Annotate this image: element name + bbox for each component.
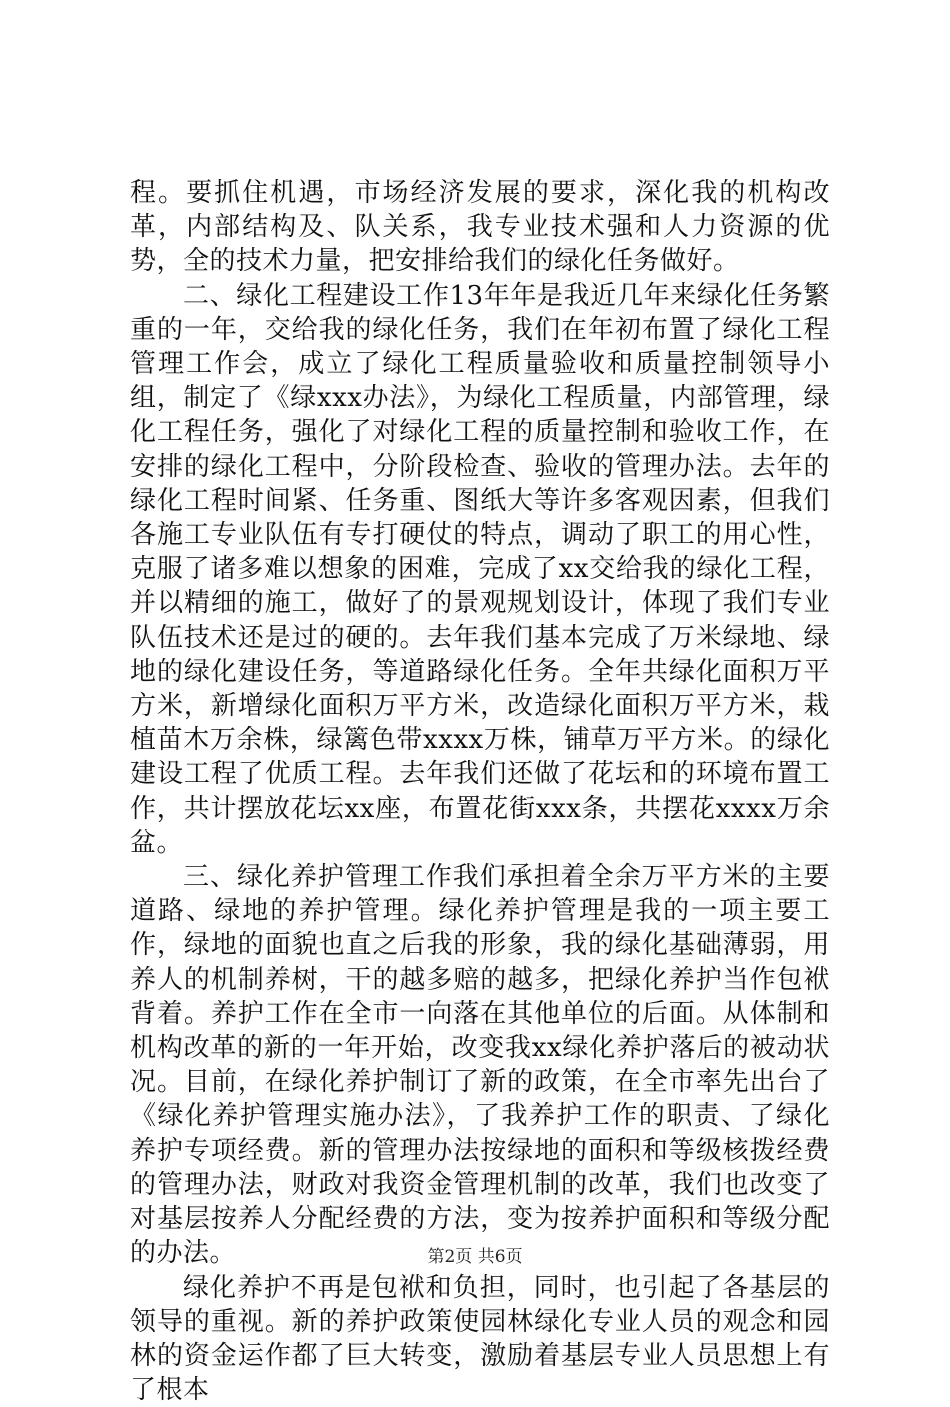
paragraph-section-3: 三、绿化养护管理工作我们承担着全余万平方米的主要道路、绿地的养护管理。绿化养护管理是我的一项主要工作，绿地的面貌也直之后我的形象，我的绿化基础薄弱，用养人的机制养树，干的越多赔的越多，把绿化养护当作包袱背着。养护工作在全市一向落在其他单位的后面。从体制和机构改革的新的一年开始，改变我xx绿化养护落后的被动状况。目前，在绿化养护制订了新的政策，在全市率先出台了《绿化养护管理实施办法》，了我养护工作的职责、了绿化养护专项经费。新的管理办法按绿地的面积和等级核拨经费的管理办法，财政对我资金管理机制的改革，我们也改变了对基层按养人分配经费的方法，变为按养护面积和等级分配的办法。 [130,860,830,1270]
paragraph-section-2: 二、绿化工程建设工作13年年是我近几年来绿化任务繁重的一年，交给我的绿化任务，我们在年初布置了绿化工程管理工作会，成立了绿化工程质量验收和质量控制领导小组，制定了《绿xxx办法》，为绿化工程质量，内部管理，绿化工程任务，强化了对绿化工程的质量控制和验收工作，在安排的绿化工程中，分阶段检查、验收的管理办法。去年的绿化工程时间紧、任务重、图纸大等许多客观因素，但我们各施工专业队伍有专打硬仗的特点，调动了职工的用心性，克服了诸多难以想象的困难，完成了xx交给我的绿化工程，并以精细的施工，做好了的景观规划设计，体现了我们专业队伍技术还是过的硬的。去年我们基本完成了万米绿地、绿地的绿化建设任务，等道路绿化任务。全年共绿化面积万平方米，新增绿化面积万平方米，改造绿化面积万平方米，栽植苗木万余株，绿篱色带xxxx万株，铺草万平方米。的绿化建设工程了优质工程。去年我们还做了花坛和的环境布置工作，共计摆放花坛xx座，布置花街xxx条，共摆花xxxx万余盆。 [130,279,830,860]
document-body [130,176,830,1407]
paragraph-continuation: 程。要抓住机遇，市场经济发展的要求，深化我的机构改革，内部结构及、队关系，我专业技术强和人力资源的优势，全的技术力量，把安排给我们的绿化任务做好。 [130,176,830,279]
paragraph-maintenance: 绿化养护不再是包袱和负担，同时，也引起了各基层的领导的重视。新的养护政策使园林绿化专业人员的观念和园林的资金运作都了巨大转变，激励着基层专业人员思想上有了根本 [130,1271,830,1407]
page-number-footer: 第2页 共6页 [0,1242,950,1267]
